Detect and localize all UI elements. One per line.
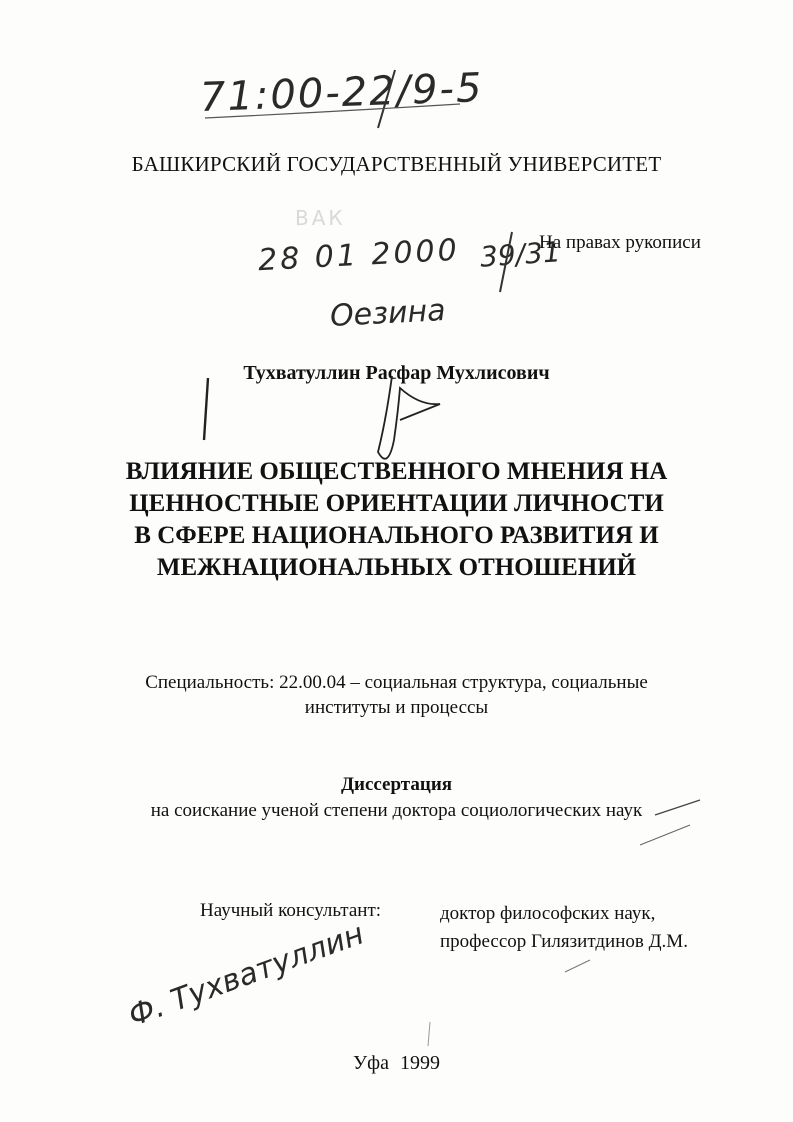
- specialty-block: [0, 670, 793, 720]
- title-line: ВЛИЯНИЕ ОБЩЕСТВЕННОГО МНЕНИЯ НА: [125, 458, 668, 485]
- handwritten-signature-name: Ф. Тухватуллин: [124, 916, 369, 1034]
- handwritten-fraction: 39/31: [478, 235, 562, 274]
- title-line: ЦЕННОСТНЫЕ ОРИЕНТАЦИИ ЛИЧНОСТИ: [129, 490, 664, 517]
- signature-stroke: [378, 376, 440, 459]
- consultant-details: [440, 900, 688, 956]
- handwritten-approval-note: Оезина: [329, 293, 447, 334]
- consultant-name: профессор Гилязитдинов Д.М.: [440, 931, 688, 952]
- consultant-label: Научный консультант:: [200, 900, 382, 921]
- title-line: МЕЖНАЦИОНАЛЬНЫХ ОТНОШЕНИЙ: [156, 554, 637, 581]
- pen-stroke: [204, 378, 208, 440]
- pen-stroke: [565, 960, 590, 972]
- vak-stamp: ВАК: [295, 206, 346, 230]
- dissertation-subtitle: на соискание ученой степени доктора социологических наук: [150, 800, 643, 821]
- manuscript-rights-label: На правах рукописи: [539, 232, 701, 253]
- specialty-line: институты и процессы: [304, 697, 489, 718]
- handwritten-date: 28 01 2000: [257, 232, 461, 279]
- author-name: Тухватуллин Расфар Мухлисович: [243, 362, 550, 384]
- consultant-degree: доктор философских наук,: [440, 903, 656, 924]
- handwritten-catalog-number: 71:00-22/9-5: [199, 65, 485, 121]
- university-name: БАШКИРСКИЙ ГОСУДАРСТВЕННЫЙ УНИВЕРСИТЕТ: [131, 152, 662, 176]
- dissertation-heading: Диссертация: [340, 774, 453, 795]
- pen-stroke: [640, 825, 690, 845]
- pen-stroke: [428, 1022, 430, 1046]
- specialty-line: Специальность: 22.00.04 – социальная структура, социальные: [145, 672, 648, 693]
- place-year: Уфа 1999: [353, 1052, 440, 1074]
- dissertation-title: [0, 456, 793, 584]
- title-line: В СФЕРЕ НАЦИОНАЛЬНОГО РАЗВИТИЯ И: [134, 522, 659, 549]
